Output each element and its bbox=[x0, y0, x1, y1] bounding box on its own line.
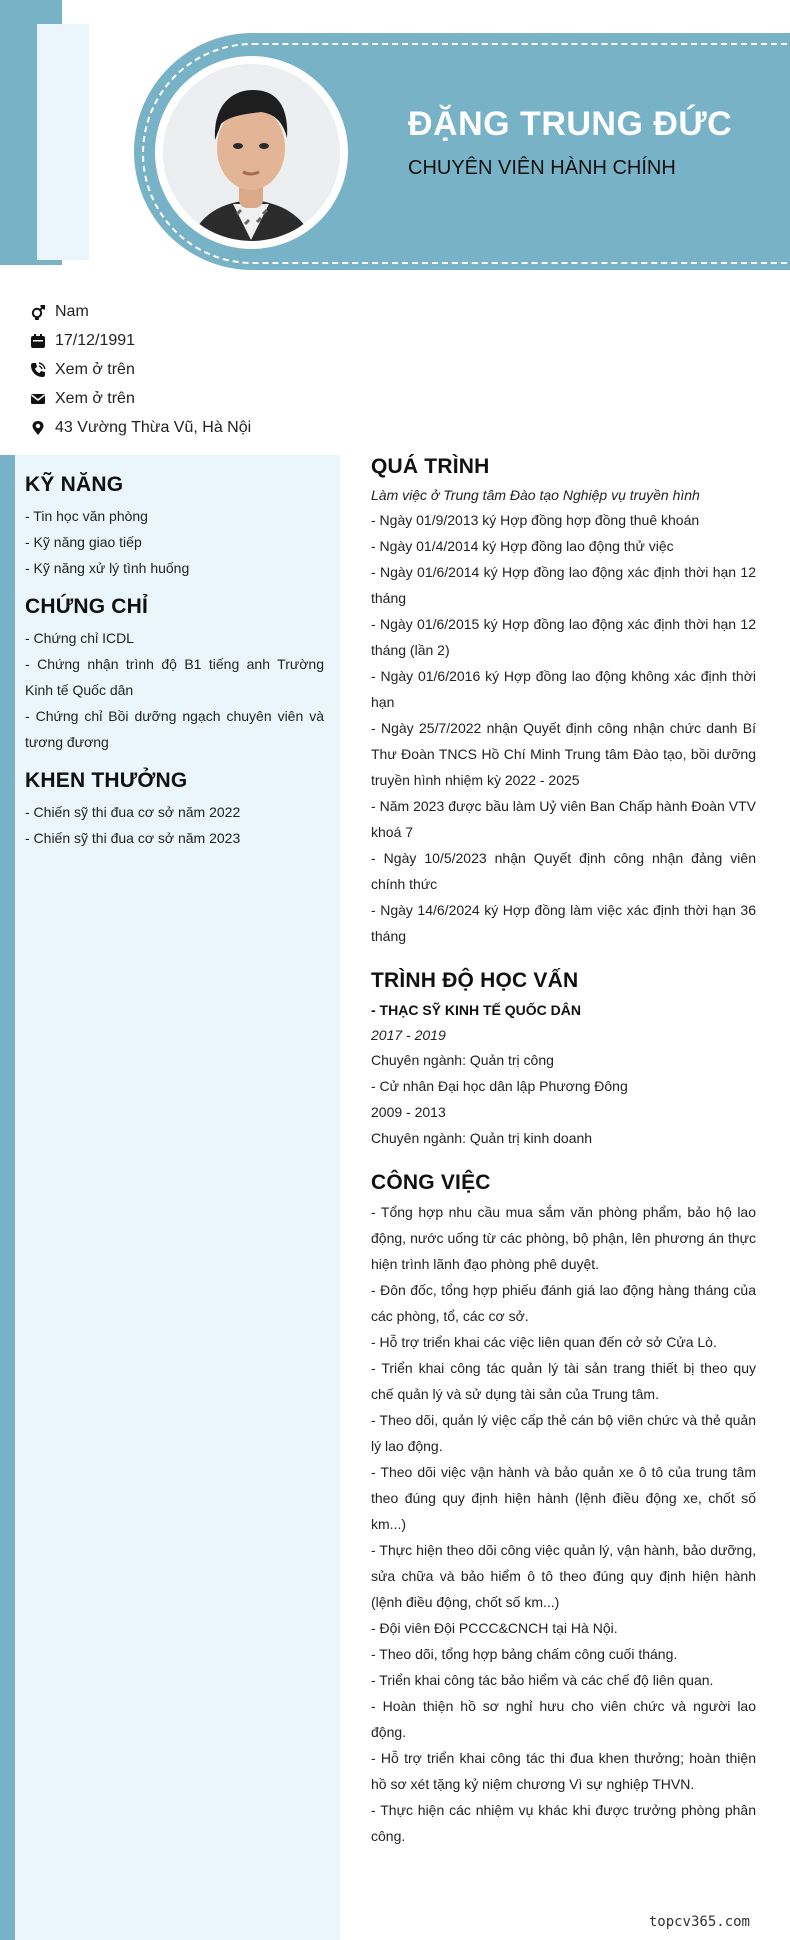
work-heading: CÔNG VIỆC bbox=[371, 1171, 491, 1194]
process-item: - Ngày 10/5/2023 nhận Quyết định công nhận đảng viên chính thức bbox=[371, 850, 756, 892]
contact-address-text: 43 Vường Thừa Vũ, Hà Nội bbox=[55, 418, 252, 436]
certificates-section bbox=[25, 595, 324, 755]
skills-section bbox=[25, 473, 324, 581]
work-item: - Hỗ trợ triển khai các việc liên quan đến cở sở Cửa Lò. bbox=[371, 1334, 717, 1350]
contact-email bbox=[30, 384, 251, 413]
location-icon bbox=[30, 420, 46, 436]
skill-item: - Kỹ năng giao tiếp bbox=[25, 534, 142, 550]
certificate-item: - Chứng chỉ Bồi dưỡng ngạch chuyên viên và tương đương bbox=[25, 708, 324, 750]
avatar bbox=[163, 64, 340, 241]
process-item: - Ngày 25/7/2022 nhận Quyết định công nhận chức danh Bí Thư Đoàn TNCS Hồ Chí Minh Trung tâm Đào tạo, bồi dưỡng truyền hình nhiệm kỳ 2022 - 2025 bbox=[371, 720, 756, 788]
process-item: - Năm 2023 được bầu làm Uỷ viên Ban Chấp hành Đoàn VTV khoá 7 bbox=[371, 798, 756, 840]
left-column-stripe bbox=[0, 455, 15, 1940]
candidate-job-title: CHUYÊN VIÊN HÀNH CHÍNH bbox=[408, 157, 676, 179]
gender-icon bbox=[30, 304, 46, 320]
work-item: - Tổng hợp nhu cầu mua sắm văn phòng phẩm, bảo hộ lao động, nước uống từ các phòng, bộ phận, lên phương án thực hiện trình lãnh đạo phòng phê duyệt. bbox=[371, 1204, 756, 1272]
left-column bbox=[25, 473, 324, 865]
awards-section bbox=[25, 769, 324, 851]
contact-address bbox=[30, 413, 251, 442]
process-item: - Ngày 01/6/2014 ký Hợp đồng lao động xác định thời hạn 12 tháng bbox=[371, 564, 756, 606]
work-section bbox=[371, 1171, 756, 1849]
envelope-icon bbox=[30, 391, 46, 407]
candidate-name: ĐẶNG TRUNG ĐỨC bbox=[408, 105, 733, 143]
contact-birthday bbox=[30, 326, 251, 355]
award-item: - Chiến sỹ thi đua cơ sở năm 2022 bbox=[25, 804, 241, 820]
award-item: - Chiến sỹ thi đua cơ sở năm 2023 bbox=[25, 830, 241, 846]
education-line: Chuyên ngành: Quản trị kinh doanh bbox=[371, 1130, 593, 1146]
work-item: - Thực hiện các nhiệm vụ khác khi được trưởng phòng phân công. bbox=[371, 1802, 756, 1844]
process-heading: QUÁ TRÌNH bbox=[371, 455, 490, 478]
avatar-portrait bbox=[163, 64, 340, 241]
education-line: 2009 - 2013 bbox=[371, 1104, 446, 1120]
skill-item: - Tin học văn phòng bbox=[25, 508, 148, 524]
work-item: - Theo dõi, tổng hợp bảng chấm công cuối tháng. bbox=[371, 1646, 678, 1662]
header-stripe-light bbox=[37, 24, 89, 260]
work-item: - Triển khai công tác bảo hiểm và các chế độ liên quan. bbox=[371, 1672, 714, 1688]
process-item: - Ngày 01/6/2016 ký Hợp đồng lao động không xác định thời hạn bbox=[371, 668, 756, 710]
contact-birthday-text: 17/12/1991 bbox=[55, 331, 136, 349]
education-section bbox=[371, 969, 756, 1151]
work-item: - Hỗ trợ triển khai công tác thi đua khen thưởng; hoàn thiện hồ sơ xét tặng kỷ niệm chương Vì sự nghiệp THVN. bbox=[371, 1750, 756, 1792]
phone-icon bbox=[30, 362, 46, 378]
contact-info bbox=[30, 297, 251, 442]
contact-gender-text: Nam bbox=[55, 302, 89, 320]
work-item: - Hoàn thiện hồ sơ nghỉ hưu cho viên chức và người lao động. bbox=[371, 1698, 756, 1740]
process-item: - Ngày 01/9/2013 ký Hợp đồng hợp đồng thuê khoán bbox=[371, 512, 700, 528]
process-section bbox=[371, 455, 756, 949]
work-item: - Đôn đốc, tổng hợp phiếu đánh giá lao động hàng tháng của các phòng, tổ, các cơ sở. bbox=[371, 1282, 756, 1324]
education-line: - Cử nhân Đại học dân lập Phương Đông bbox=[371, 1078, 628, 1094]
skill-item: - Kỹ năng xử lý tình huống bbox=[25, 560, 190, 576]
process-item: - Ngày 01/4/2014 ký Hợp đồng lao động thử việc bbox=[371, 538, 674, 554]
education-degree: - THẠC SỸ KINH TẾ QUỐC DÂN bbox=[371, 1002, 581, 1018]
contact-gender bbox=[30, 297, 251, 326]
contact-phone bbox=[30, 355, 251, 384]
awards-heading: KHEN THƯỞNG bbox=[25, 769, 188, 792]
watermark: topcv365.com bbox=[648, 1914, 750, 1930]
work-item: - Theo dõi việc vận hành và bảo quản xe ô tô của trung tâm theo đúng quy định hiện hành (lệnh điều động xe, chốt số km...) bbox=[371, 1464, 756, 1532]
contact-email-text: Xem ở trên bbox=[55, 389, 135, 407]
education-period: 2017 - 2019 bbox=[371, 1027, 446, 1043]
work-item: - Đội viên Đội PCCC&CNCH tại Hà Nội. bbox=[371, 1620, 618, 1636]
work-item: - Thực hiện theo dõi công việc quản lý, vận hành, bảo dưỡng, sửa chữa và bảo hiểm ô tô theo đúng quy định hiện hành (lệnh điều động, chốt số km...) bbox=[371, 1542, 756, 1610]
education-heading: TRÌNH ĐỘ HỌC VẤN bbox=[371, 969, 579, 992]
certificate-item: - Chứng chỉ ICDL bbox=[25, 630, 134, 646]
certificates-heading: CHỨNG CHỈ bbox=[25, 595, 149, 618]
process-item: - Ngày 01/6/2015 ký Hợp đồng lao động xác định thời hạn 12 tháng (lần 2) bbox=[371, 616, 756, 658]
education-line: Chuyên ngành: Quản trị công bbox=[371, 1052, 554, 1068]
process-item: - Ngày 14/6/2024 ký Hợp đồng làm việc xác định thời hạn 36 tháng bbox=[371, 902, 756, 944]
certificate-item: - Chứng nhận trình độ B1 tiếng anh Trường Kinh tế Quốc dân bbox=[25, 656, 324, 698]
process-subtitle: Làm việc ở Trung tâm Đào tạo Nghiệp vụ truyền hình bbox=[371, 487, 700, 503]
work-item: - Triển khai công tác quản lý tài sản trang thiết bị theo quy chế quản lý và sử dụng tài sản của Trung tâm. bbox=[371, 1360, 756, 1402]
skills-heading: KỸ NĂNG bbox=[25, 473, 124, 496]
work-item: - Theo dõi, quản lý việc cấp thẻ cán bộ viên chức và thẻ quản lý lao động. bbox=[371, 1412, 756, 1454]
contact-phone-text: Xem ở trên bbox=[55, 360, 135, 378]
calendar-icon bbox=[30, 333, 46, 349]
right-column bbox=[371, 455, 756, 1869]
